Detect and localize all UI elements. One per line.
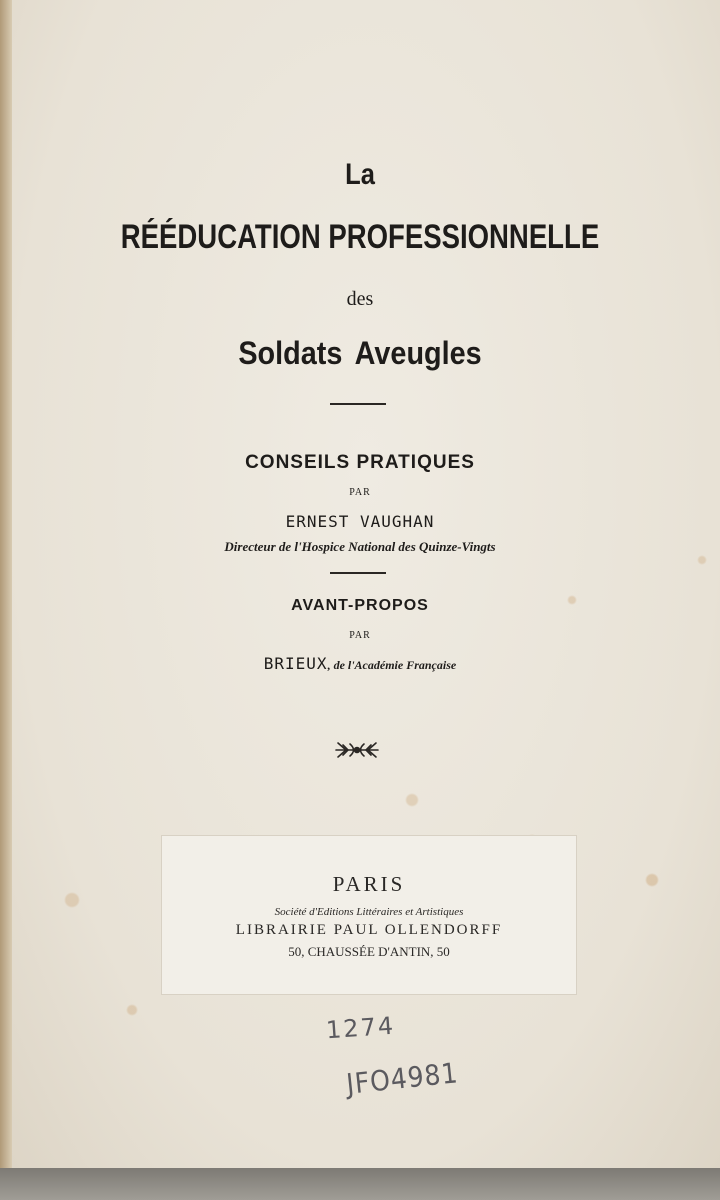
author-name: ERNEST VAUGHAN bbox=[285, 512, 435, 531]
subtitle: CONSEILS PRATIQUES bbox=[245, 452, 475, 473]
divider-rule bbox=[330, 403, 386, 405]
foreword-author-name: BRIEUX bbox=[263, 654, 328, 673]
author-role: Directeur de l'Hospice National des Quinze-Vingts bbox=[224, 539, 496, 554]
fleuron-ornament-icon bbox=[332, 740, 382, 760]
publisher-society: Société d'Editions Littéraires et Artistiques bbox=[274, 906, 464, 918]
publisher-label bbox=[162, 836, 576, 994]
page-bottom-edge bbox=[0, 1168, 720, 1200]
foreword-by-label: PAR bbox=[349, 630, 371, 641]
title-line-des: des bbox=[346, 288, 374, 310]
foreword-heading: AVANT-PROPOS bbox=[291, 597, 429, 614]
publisher-address: 50, CHAUSSÉE D'ANTIN, 50 bbox=[288, 944, 450, 959]
divider-rule bbox=[330, 572, 386, 574]
publisher-city: PARIS bbox=[332, 872, 406, 896]
foreword-author-affiliation: , de l'Académie Française bbox=[327, 658, 457, 672]
publisher-bookshop: LIBRAIRIE PAUL OLLENDORFF bbox=[235, 922, 503, 938]
page-left-edge bbox=[0, 0, 12, 1168]
title-line-main: RÉÉDUCATION PROFESSIONNELLE bbox=[120, 218, 600, 256]
by-label: PAR bbox=[349, 487, 371, 498]
title-line-soldats: Soldats Aveugles bbox=[238, 335, 482, 371]
title-line-la: La bbox=[345, 158, 375, 191]
handwritten-shelfmark: JFO4981 bbox=[344, 1056, 460, 1101]
foreword-author-line bbox=[0, 654, 720, 673]
handwritten-number: 1274 bbox=[325, 1011, 396, 1045]
